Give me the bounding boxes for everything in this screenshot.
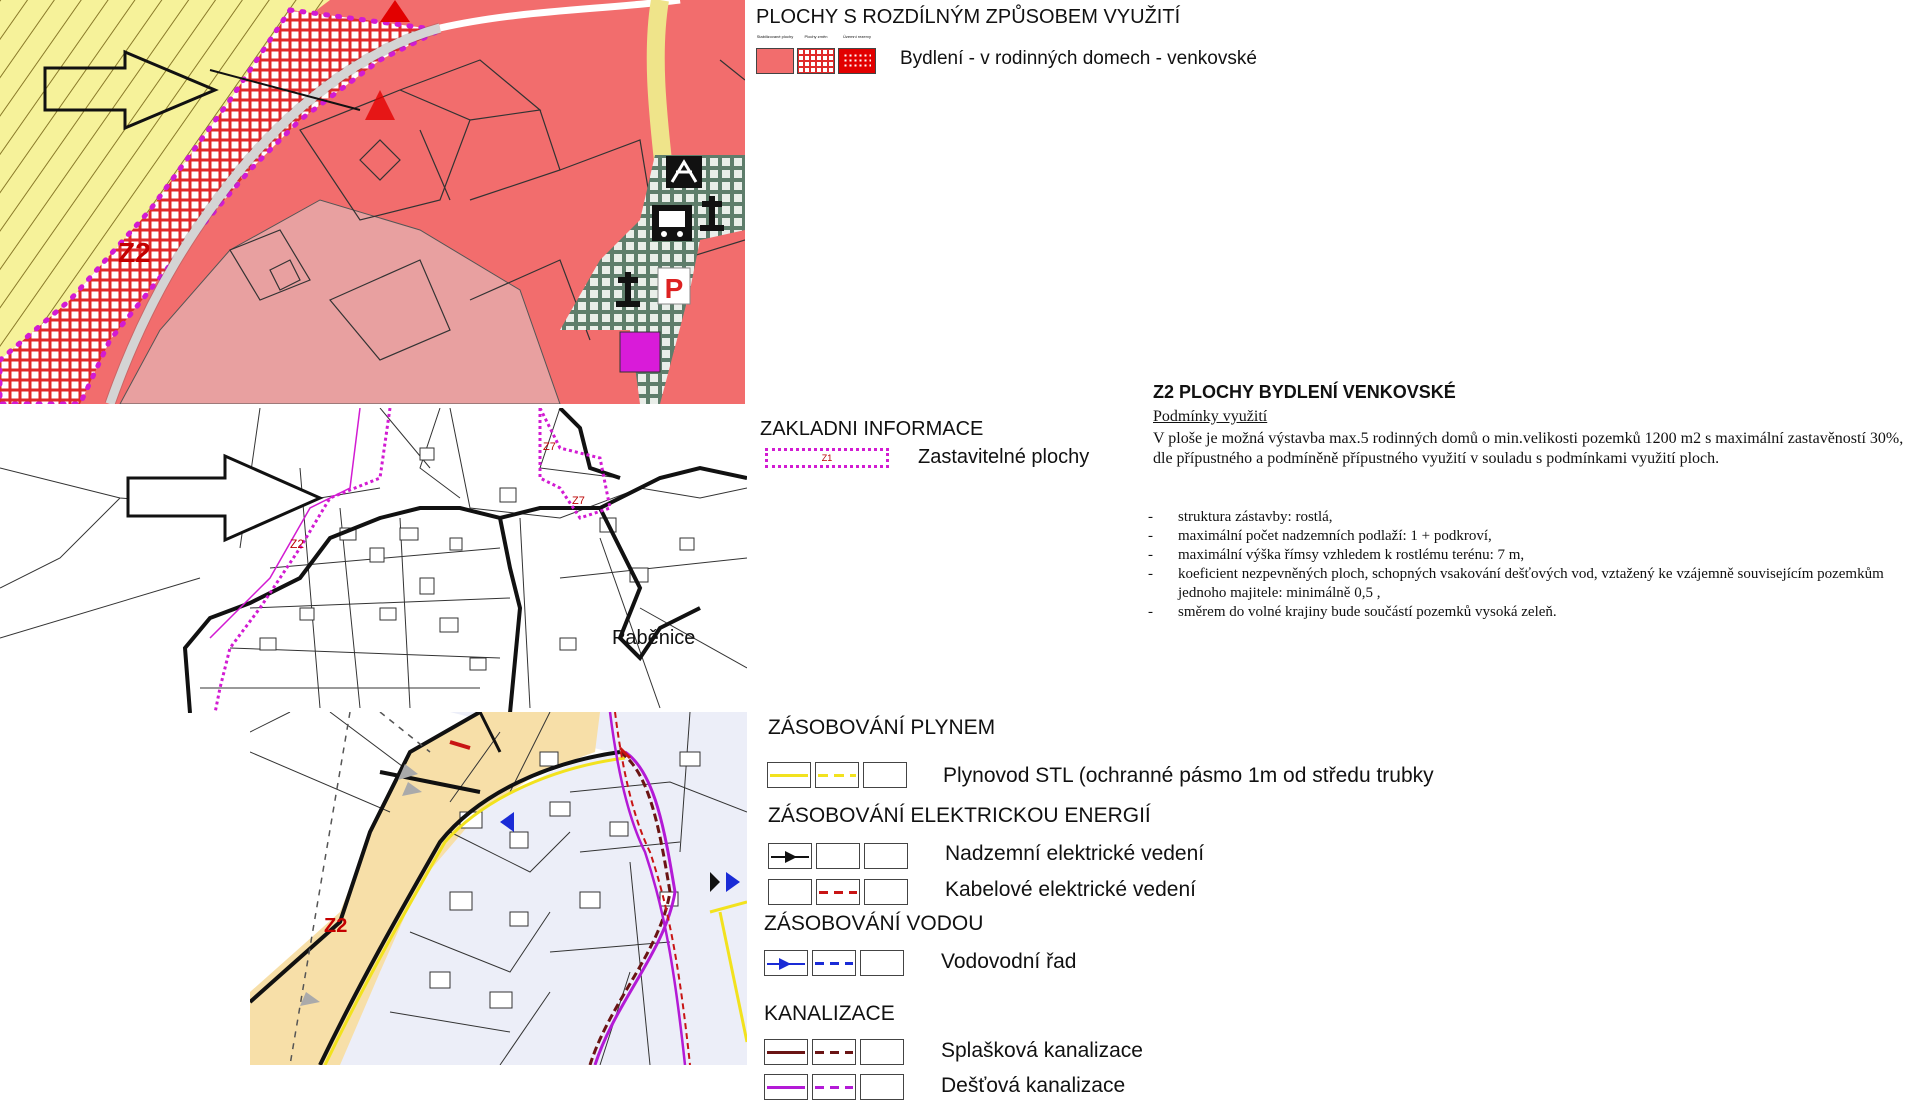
description-title: Z2 PLOCHY BYDLENÍ VENKOVSKÉ (1153, 382, 1456, 402)
condition-item: - maximální výška římsy vzhledem k rostlému terénu: 7 m, (1148, 546, 1908, 565)
condition-item: - koeficient nezpevněných ploch, schopných vsakování dešťových vod, vztažený ke vzájemně souvisejícím pozemkům jednoho majitele: minimálně 0,5 , (1148, 565, 1908, 603)
swatch-buildable-area: Z1 (765, 448, 889, 468)
legend-water-label: Vodovodní řad (941, 950, 1077, 973)
legend-land-use-swatches (756, 34, 876, 76)
swatch-gas (767, 762, 909, 788)
legend-basic-info-title: ZAKLADNI INFORMACE (760, 418, 984, 440)
swatch-sewer (764, 1039, 906, 1065)
legend-gas-label: Plynovod STL (ochranné pásmo 1m od středu trubky (943, 764, 1434, 787)
description-subtitle: Podmínky využití (1153, 408, 1268, 425)
basic-info-map[interactable] (0, 408, 747, 713)
legend-storm-label: Dešťová kanalizace (941, 1074, 1126, 1097)
legend-power-title: ZÁSOBOVÁNÍ ELEKTRICKOU ENERGIÍ (768, 804, 1151, 827)
legend-housing-label: Bydlení - v rodinných domech - venkovské (900, 48, 1257, 69)
swatch-caption-stabilized: Stabilizované plochy (756, 34, 794, 39)
parking-icon (658, 268, 690, 304)
condition-item: - struktura zástavby: rostlá, (1148, 508, 1908, 527)
condition-item: - směrem do volné krajiny bude součástí pozemků vysoká zeleň. (1148, 603, 1908, 622)
legend-sewer-label: Splašková kanalizace (941, 1039, 1143, 1062)
legend-water-title: ZÁSOBOVÁNÍ VODOU (764, 912, 984, 935)
land-use-map[interactable] (0, 0, 745, 404)
swatch-storm (764, 1074, 906, 1100)
swatch-caption-reserve: Územní rezervy (842, 34, 871, 39)
swatch-reserve (838, 48, 876, 74)
swatch-stabilized (756, 48, 794, 74)
land-use-map-graphic (0, 0, 745, 404)
basic-info-map-graphic (0, 408, 747, 713)
legend-power-cable-label: Kabelové elektrické vedení (945, 878, 1196, 901)
swatch-caption-change: Plochy změn (804, 34, 828, 39)
swatch-water (764, 950, 906, 976)
legend-sewer-title: KANALIZACE (764, 1002, 895, 1025)
place-name-pabenice: Paběnice (612, 627, 696, 649)
picnic-icon (666, 156, 702, 188)
condition-item: - maximální počet nadzemních podlaží: 1 + podkroví, (1148, 527, 1908, 546)
swatch-power-overhead (768, 843, 910, 869)
zone-label-z2: Z2 (290, 537, 305, 551)
description-paragraph: V ploše je možná výstavba max.5 rodinných domů o min.velikosti pozemků 1200 m2 s maximální zastavěností 30%, dle přípustného a podmíněně přípustného využití v souladu s podmínkami využití ploch. (1153, 430, 1904, 467)
legend-power-overhead-label: Nadzemní elektrické vedení (945, 842, 1205, 865)
utilities-map[interactable] (250, 712, 747, 1065)
zone-label-z2: Z2 (118, 237, 151, 268)
zone-label-z7: Z7 (572, 495, 585, 507)
swatch-change (797, 48, 835, 74)
swatch-power-cable (768, 879, 910, 905)
parking-letter: P (664, 273, 684, 304)
zone-label-z7: Z7 (543, 441, 556, 453)
bus-icon (652, 205, 692, 241)
utilities-map-graphic (250, 712, 747, 1065)
legend-gas-title: ZÁSOBOVÁNÍ PLYNEM (768, 716, 996, 739)
zone-label-z2: Z2 (324, 915, 348, 937)
legend-land-use-title: PLOCHY S ROZDÍLNÝM ZPŮSOBEM VYUŽITÍ (756, 6, 1181, 28)
legend-buildable-label: Zastavitelné plochy (918, 446, 1090, 468)
conditions-list (1148, 508, 1908, 622)
